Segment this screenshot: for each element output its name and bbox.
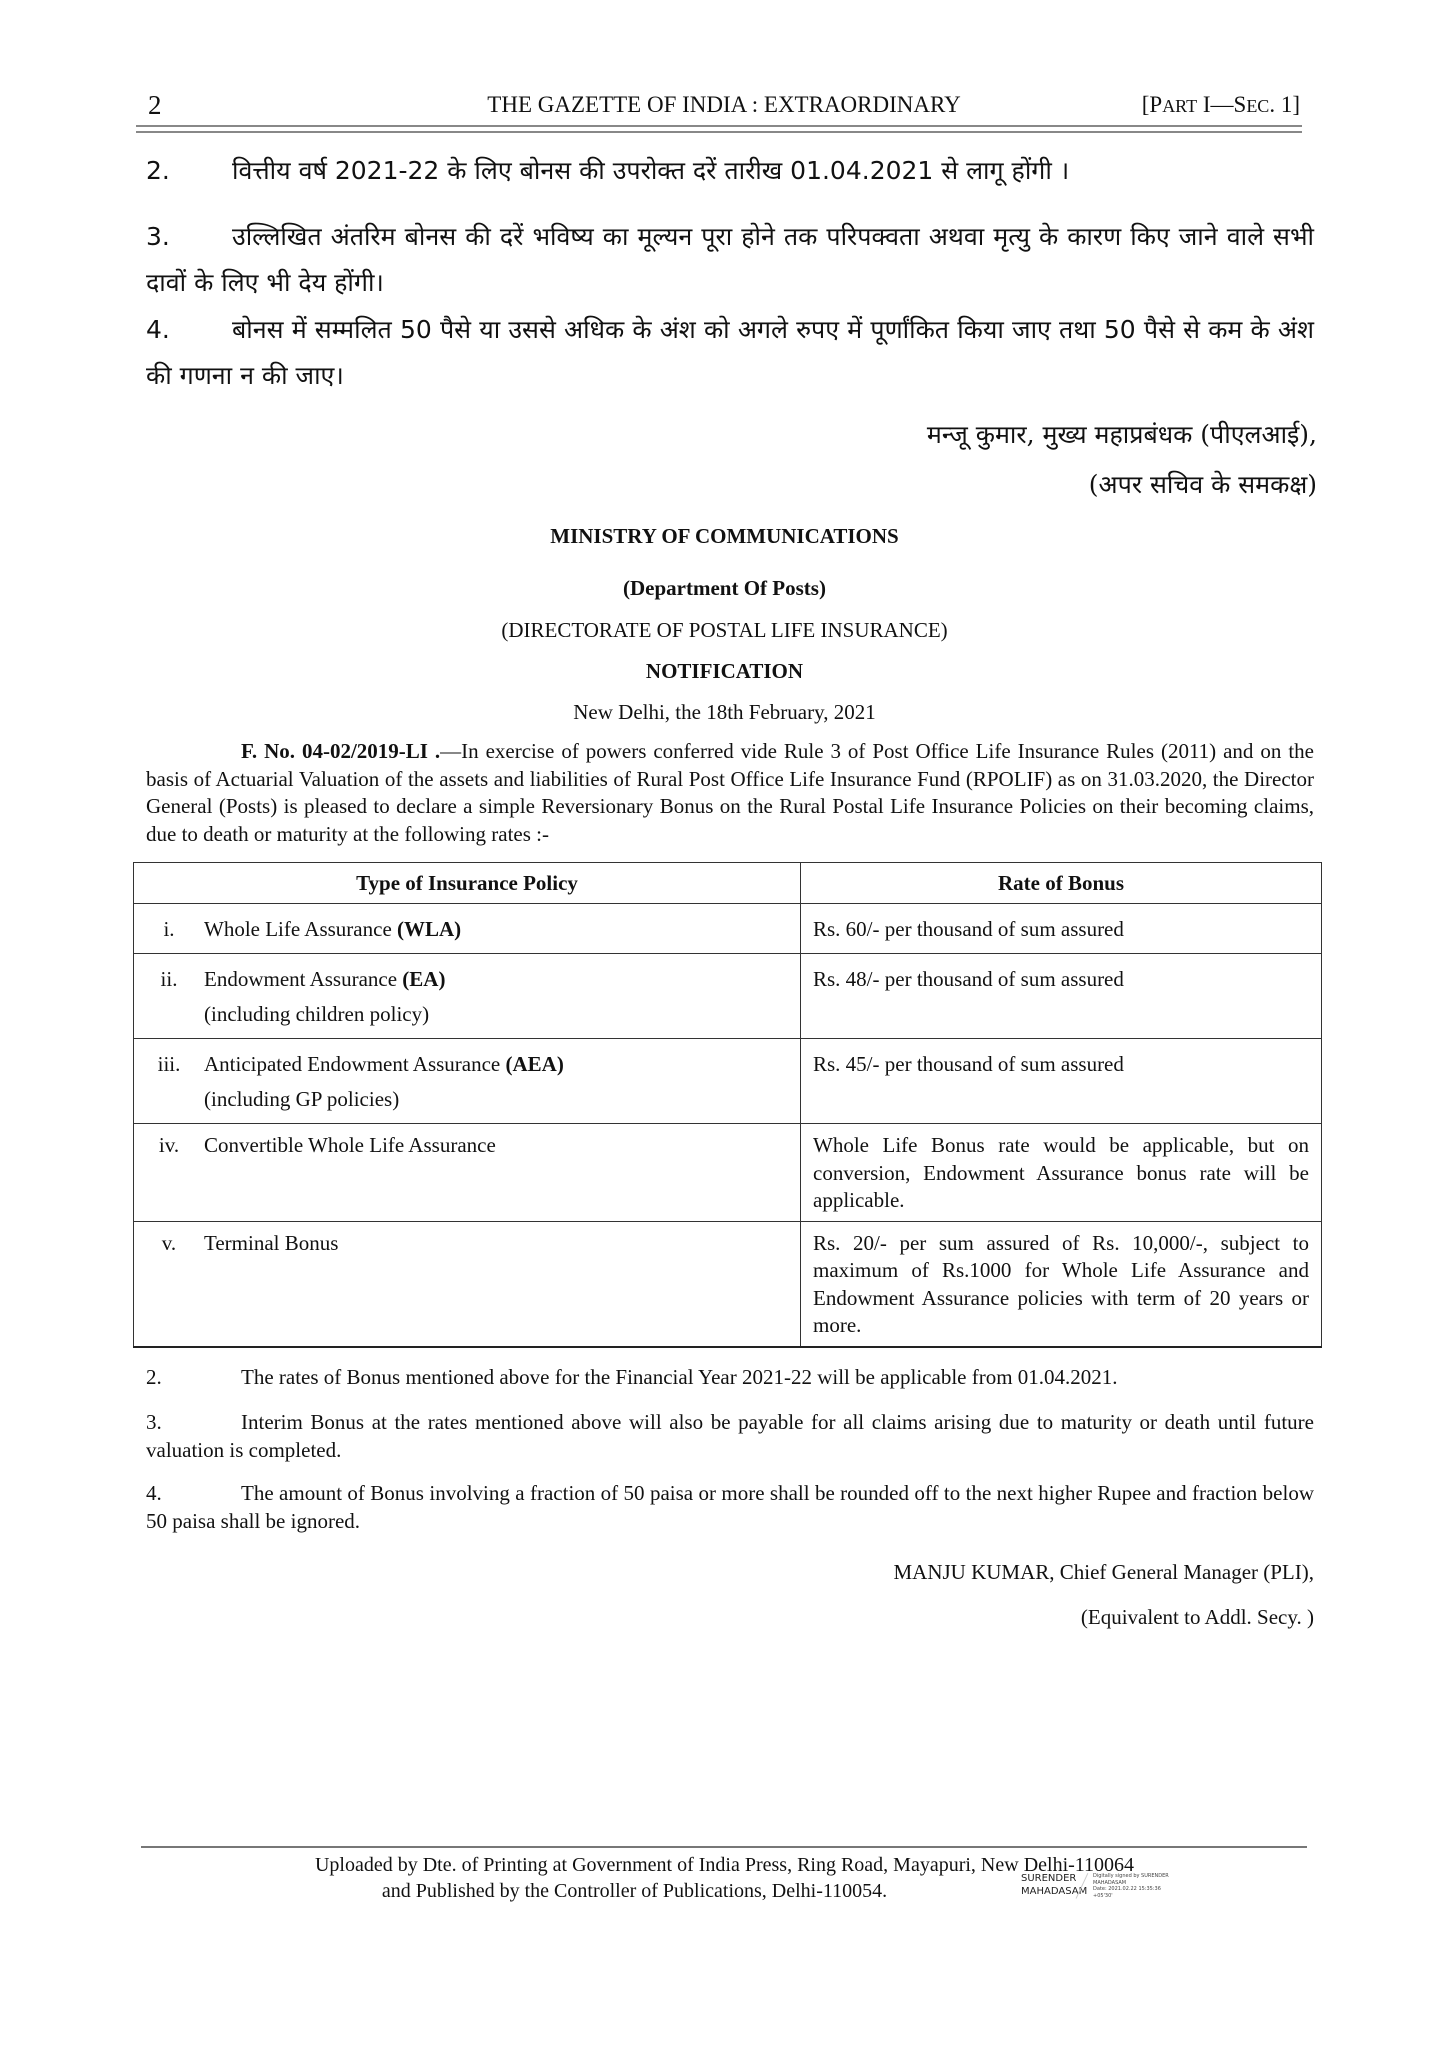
part-label-text: . 1]: [1269, 92, 1300, 117]
paragraph-number: 4.: [146, 315, 170, 344]
policy-note: (including GP policies): [204, 1087, 400, 1111]
part-label-text: I—S: [1197, 92, 1247, 117]
policy-name: Endowment Assurance: [204, 967, 403, 991]
place-date: New Delhi, the 18th February, 2021: [573, 700, 876, 724]
footer-line-1: Uploaded by Dte. of Printing at Government of India Press, Ring Road, Mayapuri, New Delhi-110064: [314, 1854, 1135, 1876]
signatory-name: मन्जू कुमार, मुख्य महाप्रबंधक (पीएलआई),: [926, 420, 1317, 449]
rate-cell: [801, 1124, 1322, 1222]
bonus-rates-table: [133, 862, 1322, 1348]
directorate-heading: (DIRECTORATE OF POSTAL LIFE INSURANCE): [501, 618, 948, 642]
row-number: v.: [161, 1230, 177, 1255]
rate-text: Rs. 20/- per sum assured of Rs. 10,000/-, subject to maximum of Rs.1000 for Whole Life Assurance and Endowment Assurance policies with term of 20 years or more.: [813, 1230, 1309, 1337]
hindi-paragraph-2: [146, 148, 1314, 194]
policy-cell: [134, 904, 801, 954]
policy-cell: [134, 1039, 801, 1124]
paragraph-text: बोनस में सम्मलित 50 पैसे या उससे अधिक के अंश को अगले रुपए में पूर्णांकित किया जाए तथा 50 पैसे से कम के अंश की गणना न की जाए।: [146, 315, 1314, 390]
english-signatory-name: MANJU KUMAR, Chief General Manager (PLI),: [893, 1560, 1314, 1584]
hindi-signatory: [927, 410, 1317, 510]
header-divider: [136, 125, 1302, 127]
signature-info-line: Date: 2021.02.22 15:35:36: [1093, 1886, 1161, 1892]
file-number: F. No. 04-02/2019-LI .: [241, 739, 441, 763]
rate-cell: [801, 1221, 1322, 1347]
part-label-text: [P: [1141, 92, 1163, 117]
page-header: [148, 90, 1300, 124]
hindi-paragraph-4: [146, 307, 1314, 399]
footer-line-2: and Published by the Controller of Publications, Delhi-110054.: [381, 1880, 888, 1902]
paragraph-number: 3.: [146, 1410, 162, 1434]
table-header-row: [134, 863, 1322, 904]
part-label-text: ART: [1162, 96, 1198, 116]
table-row: [134, 904, 1322, 954]
header-divider: [136, 131, 1302, 133]
rate-text: Whole Life Bonus rate would be applicable, but on conversion, Endowment Assurance bonus rate will be applicable.: [813, 1133, 1309, 1212]
policy-abbr: (WLA): [397, 917, 462, 941]
policy-name: Anticipated Endowment Assurance: [204, 1052, 506, 1076]
policy-name: Terminal Bonus: [204, 1230, 339, 1255]
table-row: [134, 954, 1322, 1039]
rate-cell: [801, 1039, 1322, 1124]
rate-text: Rs. 45/- per thousand of sum assured: [813, 1052, 1124, 1076]
ministry-heading: MINISTRY OF COMMUNICATIONS: [550, 524, 899, 548]
paragraph-text: उल्लिखित अंतरिम बोनस की दरें भविष्य का मूल्यन पूरा होने तक परिपक्वता अथवा मृत्यु के कारण किए जाने वाले सभी दावों के लिए भी देय होंगी।: [146, 222, 1314, 297]
paragraph-number: 3.: [146, 222, 170, 251]
footer-divider: [141, 1846, 1307, 1848]
paragraph-number: 2.: [146, 1365, 162, 1389]
notification-intro: [146, 738, 1314, 848]
column-header: Type of Insurance Policy: [134, 863, 801, 904]
paragraph-text: Interim Bonus at the rates mentioned above will also be payable for all claims arising due to maturity or death until future valuation is completed.: [146, 1410, 1314, 1462]
english-signatory-designation: (Equivalent to Addl. Secy. ): [1080, 1605, 1314, 1629]
rate-text: Rs. 60/- per thousand of sum assured: [813, 917, 1124, 941]
row-number: ii.: [160, 967, 178, 991]
policy-cell: [134, 954, 801, 1039]
signature-info-line: +05'30': [1093, 1892, 1113, 1899]
intro-text: —In exercise of powers conferred vide Rule 3 of Post Office Life Insurance Rules (2011) and on the basis of Actuarial Valuation of the assets and liabilities of Rural Post Office Life Insurance Fund (RPOLIF) as on 31.03.2020, the Director General (Posts) is pleased to declare a simple Reversionary Bonus on the Rural Postal Life Insurance Policies on their becoming claims, due to death or maturity at the following rates :-: [146, 739, 1314, 846]
row-number: i.: [163, 917, 175, 941]
signer-name-line: SURENDER: [1021, 1873, 1077, 1884]
digital-signature-stamp: [1021, 1872, 1211, 1908]
english-paragraph-4: [146, 1480, 1314, 1535]
signature-info: [1093, 1873, 1193, 1899]
part-label-text: EC: [1246, 96, 1270, 116]
paragraph-text: The amount of Bonus involving a fraction of 50 paisa or more shall be rounded off to the next higher Rupee and fraction below 50 paisa shall be ignored.: [146, 1481, 1314, 1533]
policy-abbr: (AEA): [505, 1052, 564, 1076]
policy-name: Whole Life Assurance: [204, 917, 398, 941]
row-number: iii.: [157, 1052, 181, 1076]
policy-abbr: (EA): [402, 967, 446, 991]
policy-cell: [134, 1124, 801, 1222]
department-heading: (Department Of Posts): [623, 576, 826, 600]
rate-cell: [801, 954, 1322, 1039]
table-row: [134, 1039, 1322, 1124]
paragraph-number: 4.: [146, 1481, 162, 1505]
signer-name-line: MAHADASAM: [1021, 1886, 1088, 1897]
notification-heading: NOTIFICATION: [645, 659, 804, 683]
english-paragraph-2: [146, 1364, 1314, 1392]
signature-info-line: MAHADASAM: [1093, 1879, 1127, 1886]
rate-cell: [801, 904, 1322, 954]
policy-cell: [134, 1221, 801, 1347]
rate-text: Rs. 48/- per thousand of sum assured: [813, 967, 1124, 991]
page-number: 2: [148, 90, 162, 120]
gazette-title: THE GAZETTE OF INDIA : EXTRAORDINARY: [487, 92, 961, 117]
signature-info-line: Digitally signed by SURENDER: [1093, 1873, 1169, 1879]
paragraph-number: 2.: [146, 156, 170, 185]
part-section-label: [1142, 92, 1300, 118]
column-header: Rate of Bonus: [801, 863, 1322, 904]
signatory-designation: (अपर सचिव के समकक्ष): [1088, 470, 1317, 499]
policy-note: (including children policy): [204, 1002, 430, 1026]
paragraph-text: वित्तीय वर्ष 2021-22 के लिए बोनस की उपरोक्त दरें तारीख 01.04.2021 से लागू होंगी ।: [232, 156, 1070, 185]
english-paragraph-3: [146, 1409, 1314, 1464]
paragraph-text: The rates of Bonus mentioned above for the Financial Year 2021-22 will be applicable from 01.04.2021.: [241, 1365, 1118, 1389]
table-row: [134, 1221, 1322, 1347]
hindi-paragraph-3: [146, 214, 1314, 306]
policy-name: Convertible Whole Life Assurance: [204, 1133, 496, 1157]
table-row: [134, 1124, 1322, 1222]
row-number: iv.: [158, 1133, 180, 1157]
